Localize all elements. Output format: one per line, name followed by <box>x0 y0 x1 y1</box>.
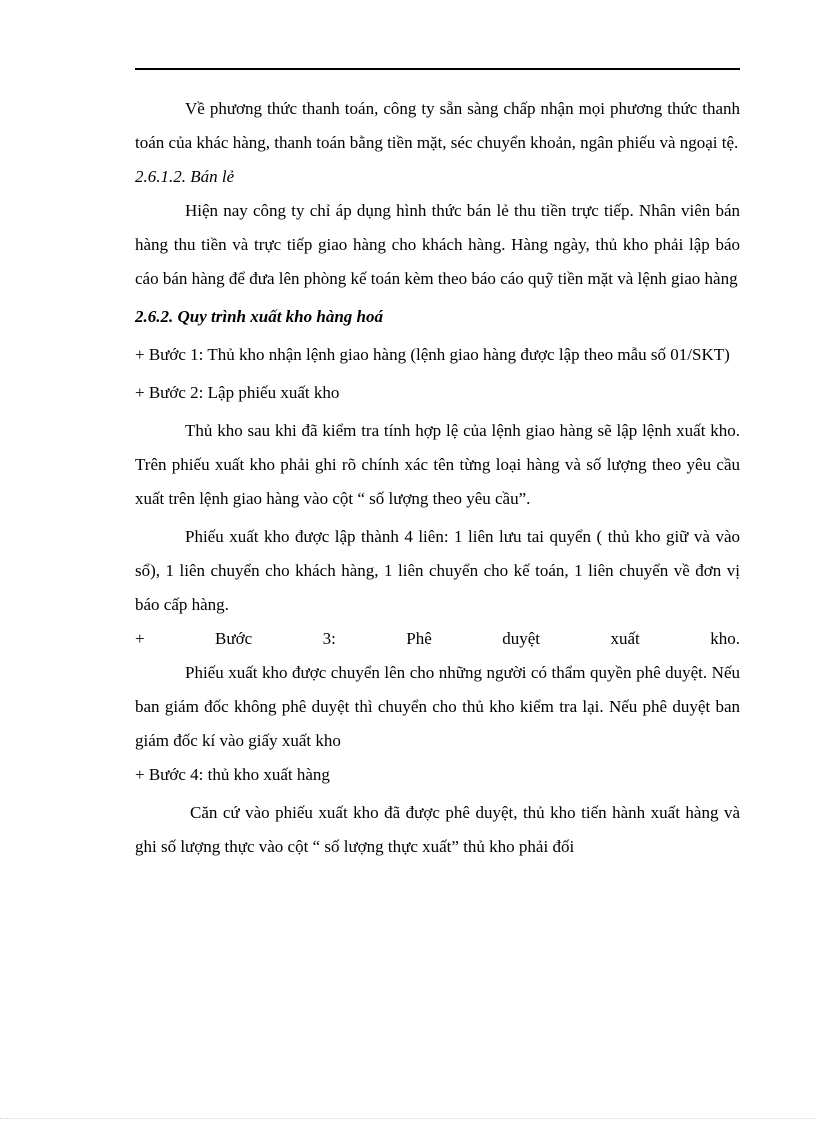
step-3-word: Bước <box>215 629 253 648</box>
step-3-word: 3: <box>322 629 336 648</box>
copies-paragraph: Phiếu xuất kho được lập thành 4 liên: 1 liên lưu tai quyển ( thủ kho giữ và vào sổ), 1 liên chuyển cho khách hàng, 1 liên chuyển cho kế toán, 1 liên chuyển về đơn vị báo cấp hàng. <box>135 527 740 614</box>
header-rule <box>135 68 740 70</box>
step-3-word: Phê <box>406 629 432 648</box>
step-3-word: kho. <box>710 629 740 648</box>
step-3-word: + <box>135 629 145 648</box>
step-3-paragraph: Phiếu xuất kho được chuyển lên cho những người có thẩm quyền phê duyệt. Nếu ban giám đốc không phê duyệt thì chuyển cho thủ kho kiểm tra lại. Nếu phê duyệt ban giám đốc kí vào giấy xuất kho <box>135 663 740 750</box>
step-3-word: duyệt <box>502 629 541 648</box>
step-2-paragraph: Thủ kho sau khi đã kiểm tra tính hợp lệ của lệnh giao hàng sẽ lập lệnh xuất kho. Trên phiếu xuất kho phải ghi rõ chính xác tên từng loại hàng và số lượng theo yêu cầu xuất trên lệnh giao hàng vào cột “ số lượng theo yêu cầu”. <box>135 421 740 508</box>
step-3-word: xuất <box>610 629 640 648</box>
payment-paragraph: Về phương thức thanh toán, công ty sẵn sàng chấp nhận mọi phương thức thanh toán của khác hàng, thanh toán bằng tiền mặt, séc chuyển khoản, ngân phiếu và ngoại tệ. <box>135 99 740 152</box>
retail-paragraph: Hiện nay công ty chỉ áp dụng hình thức bán lẻ thu tiền trực tiếp. Nhân viên bán hàng thu tiền và trực tiếp giao hàng cho khách hàng. Hàng ngày, thủ kho phải lập báo cáo bán hàng để đưa lên phòng kế toán kèm theo báo cáo quỹ tiền mặt và lệnh giao hàng <box>135 201 740 288</box>
retail-heading: 2.6.1.2. Bán lẻ <box>135 167 235 186</box>
step-3-heading <box>135 622 740 656</box>
document-body <box>135 92 740 864</box>
process-heading: 2.6.2. Quy trình xuất kho hàng hoá <box>135 307 383 326</box>
step-4-heading: + Bước 4: thủ kho xuất hàng <box>135 765 330 784</box>
page-bottom-edge <box>0 1118 816 1119</box>
step-1-paragraph: + Bước 1: Thủ kho nhận lệnh giao hàng (lệnh giao hàng được lập theo mẫu số 01/SKT) <box>135 345 730 364</box>
step-2-heading: + Bước 2: Lập phiếu xuất kho <box>135 383 340 402</box>
step-4-paragraph: Căn cứ vào phiếu xuất kho đã được phê duyệt, thủ kho tiến hành xuất hàng và ghi số lượng thực vào cột “ số lượng thực xuất” thủ kho phải đối <box>135 803 740 856</box>
